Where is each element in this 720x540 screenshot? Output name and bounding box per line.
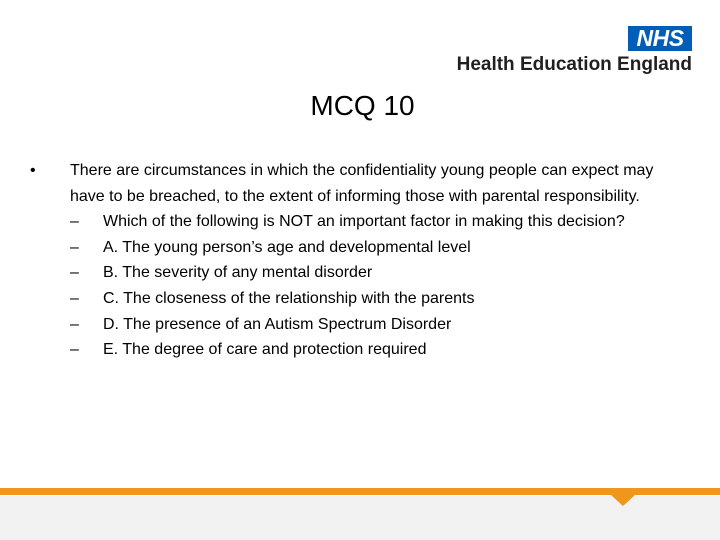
nhs-logo: NHS — [628, 26, 692, 51]
option-a — [70, 235, 670, 261]
question-bullet — [30, 158, 670, 363]
hee-logo — [442, 26, 692, 76]
slide-title: MCQ 10 — [310, 90, 415, 121]
question-text: There are circumstances in which the confidentiality young people can expect may have to be breached, to the extent of informing those with parental responsibility. — [70, 162, 654, 205]
footer-accent-line — [0, 488, 720, 495]
option-text: B. The severity of any mental disorder — [103, 264, 373, 282]
dash-icon: – — [70, 341, 79, 359]
dash-icon: – — [70, 315, 79, 333]
option-e — [70, 337, 670, 363]
option-text: C. The closeness of the relationship with the parents — [103, 289, 475, 307]
dash-icon: – — [70, 289, 79, 307]
slide-body — [30, 158, 670, 363]
option-text: D. The presence of an Autism Spectrum Disorder — [103, 315, 452, 333]
sub-item-text: Which of the following is NOT an important factor in making this decision? — [103, 213, 625, 231]
option-text: E. The degree of care and protection required — [103, 341, 427, 359]
option-b — [70, 260, 670, 286]
dash-icon: – — [70, 213, 79, 231]
sub-item-prompt — [70, 209, 670, 235]
dash-icon: – — [70, 264, 79, 282]
bullet-icon: • — [30, 162, 36, 179]
organisation-name: Health Education England — [456, 54, 692, 75]
dash-icon: – — [70, 238, 79, 256]
sub-list — [70, 209, 670, 363]
footer-notch — [611, 495, 635, 506]
option-d — [70, 312, 670, 338]
option-text: A. The young person’s age and developmental level — [103, 238, 471, 256]
option-c — [70, 286, 670, 312]
